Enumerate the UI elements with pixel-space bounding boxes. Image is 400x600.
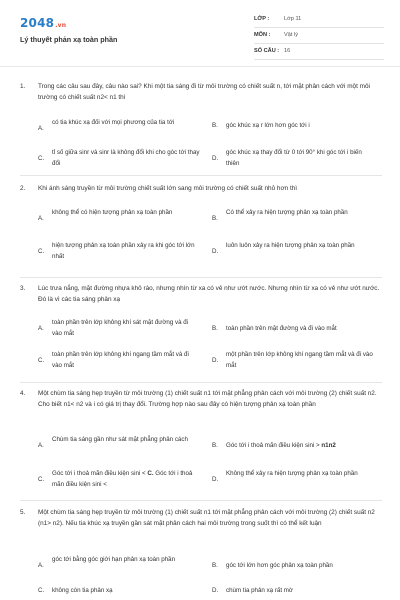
option-text: Không thể xảy ra hiện tượng phản xạ toàn phần (226, 470, 358, 477)
page-title: Lý thuyết phản xạ toàn phần (20, 35, 118, 44)
question-number: 3. (20, 285, 26, 292)
header-divider (0, 66, 400, 67)
question-text: Khi ánh sáng truyền từ môi trường chiết suất lớn sang môi trường có chiết suất nhỏ hơn thì (38, 185, 298, 192)
site-logo[interactable] (20, 16, 66, 30)
option-letter: A. (38, 442, 44, 449)
option-text: toàn phần trên lớp không khí sát mặt đường và đi vào mắt (52, 319, 189, 337)
option-letter: D. (212, 476, 219, 483)
option-text: một phần trên lớp không khí ngang tầm mắt và đi vào mắt (226, 351, 373, 369)
option-text-part: Góc tới i thoả mãn điều kiện sini > (226, 442, 320, 449)
option-letter: C. (38, 248, 45, 255)
option-text: góc khúc xạ thay đổi từ 0 tới 90° khi góc tới i biến thiên (226, 149, 362, 167)
option-text: Chùm tia sáng gần như sát mặt phẳng phân cách (52, 436, 188, 443)
option-text (226, 441, 391, 452)
question-divider (20, 175, 382, 176)
option-text: tỉ số giữa sinr và sinr là không đổi khi cho góc tới thay đổi (52, 149, 200, 167)
question-text: Lúc trưa nắng, mặt đường nhựa khô ráo, nhưng nhìn từ xa có vẻ như ướt nước. Nhưng nhìn từ xa có vẻ như ướt nước. Đó là vì các tia sáng phản xạ (38, 285, 380, 303)
question-text: Một chùm tia sáng hẹp truyền từ môi trường (1) chiết suất n1 tới mặt phẳng phân cách với môi trường (2) chiết suất n2. Cho biết n1< n2 và i có giá trị thay đổi. Trường hợp nào sau đây có hiện tượng phản xạ toàn phần (38, 390, 377, 408)
option-letter: D. (212, 357, 219, 364)
option-letter: B. (212, 442, 218, 449)
option-text (52, 469, 202, 490)
option-text: góc khúc xạ r lớn hơn góc tới i (226, 122, 310, 129)
meta-value: Vật lý (284, 32, 298, 38)
question-divider (20, 382, 382, 383)
option-letter: C. (38, 587, 45, 594)
option-letter: D. (212, 248, 219, 255)
question-text: Một chùm tia sáng hẹp truyền từ môi trường (1) chiết suất n1 tới mặt phẳng phân cách với môi trường (2) chiết suất n2 (n1> n2). Nếu tia khúc xạ truyền gần sát mặt phân cách hai môi trường trong suốt thì có thể kết luận (38, 509, 375, 527)
option-letter: B. (212, 562, 218, 569)
option-letter: A. (38, 125, 44, 132)
meta-row-count (254, 44, 384, 60)
option-text: Có thể xảy ra hiện tượng phản xạ toàn phần (226, 209, 348, 216)
option-text-bold: C. (147, 470, 154, 477)
option-letter: C. (38, 476, 45, 483)
option-text-formula: n1n2 (321, 442, 336, 449)
option-text: chùm tia phản xạ rất mờ (226, 587, 293, 594)
option-letter: A. (38, 325, 44, 332)
meta-info (254, 12, 384, 60)
meta-row-class (254, 12, 384, 28)
logo-text: 2048 (20, 16, 55, 30)
option-letter: B. (212, 122, 218, 129)
option-letter: C. (38, 155, 45, 162)
question-text: Trong các câu sau đây, câu nào sai? Khi một tia sáng đi từ môi trường có chiết suất n, tới mặt phân cách với một môi trường có chiết suất n2< n1 thì (38, 83, 370, 101)
meta-value: 16 (284, 48, 291, 54)
logo-suffix: .vn (55, 22, 67, 29)
option-letter: C. (38, 357, 45, 364)
option-text: không thể có hiện tượng phản xạ toàn phần (52, 209, 173, 216)
question-divider (20, 500, 382, 501)
option-letter: A. (38, 562, 44, 569)
option-letter: D. (212, 155, 219, 162)
question-divider (20, 277, 382, 278)
meta-value: Lớp 11 (284, 16, 302, 22)
option-text-part: Góc tới i thoả mãn điều kiện sini < (52, 470, 193, 488)
option-text: hiện tượng phản xạ toàn phần xảy ra khi góc tới lớn nhất (52, 242, 195, 260)
option-text: toàn phần trên mặt đường và đi vào mắt (226, 325, 337, 332)
question-number: 2. (20, 185, 26, 192)
question-number: 4. (20, 390, 26, 397)
meta-key: LỚP : (254, 16, 270, 22)
question-number: 1. (20, 83, 26, 90)
meta-key: MÔN : (254, 32, 271, 38)
option-text-part: Góc tới i thoả mãn điều kiện sini < (52, 470, 148, 477)
option-letter: B. (212, 215, 218, 222)
header (0, 0, 400, 62)
option-text: góc tới lớn hơn góc phản xạ toàn phần (226, 562, 333, 569)
option-letter: D. (212, 587, 219, 594)
option-text: có tia khúc xạ đối với mọi phương của tia tới (52, 119, 175, 126)
option-text: luôn luôn xảy ra hiện tượng phản xạ toàn phần (226, 242, 355, 249)
option-text: góc tới bằng góc giới hạn phản xạ toàn phần (52, 556, 176, 563)
option-letter: A. (38, 215, 44, 222)
question-number: 5. (20, 509, 26, 516)
meta-row-subject (254, 28, 384, 44)
option-text: toàn phần trên lớp không khí ngang tầm mắt và đi vào mắt (52, 351, 189, 369)
meta-key: SỐ CÂU : (254, 48, 280, 54)
option-letter: B. (212, 325, 218, 332)
option-text: không còn tia phản xạ (52, 587, 113, 594)
